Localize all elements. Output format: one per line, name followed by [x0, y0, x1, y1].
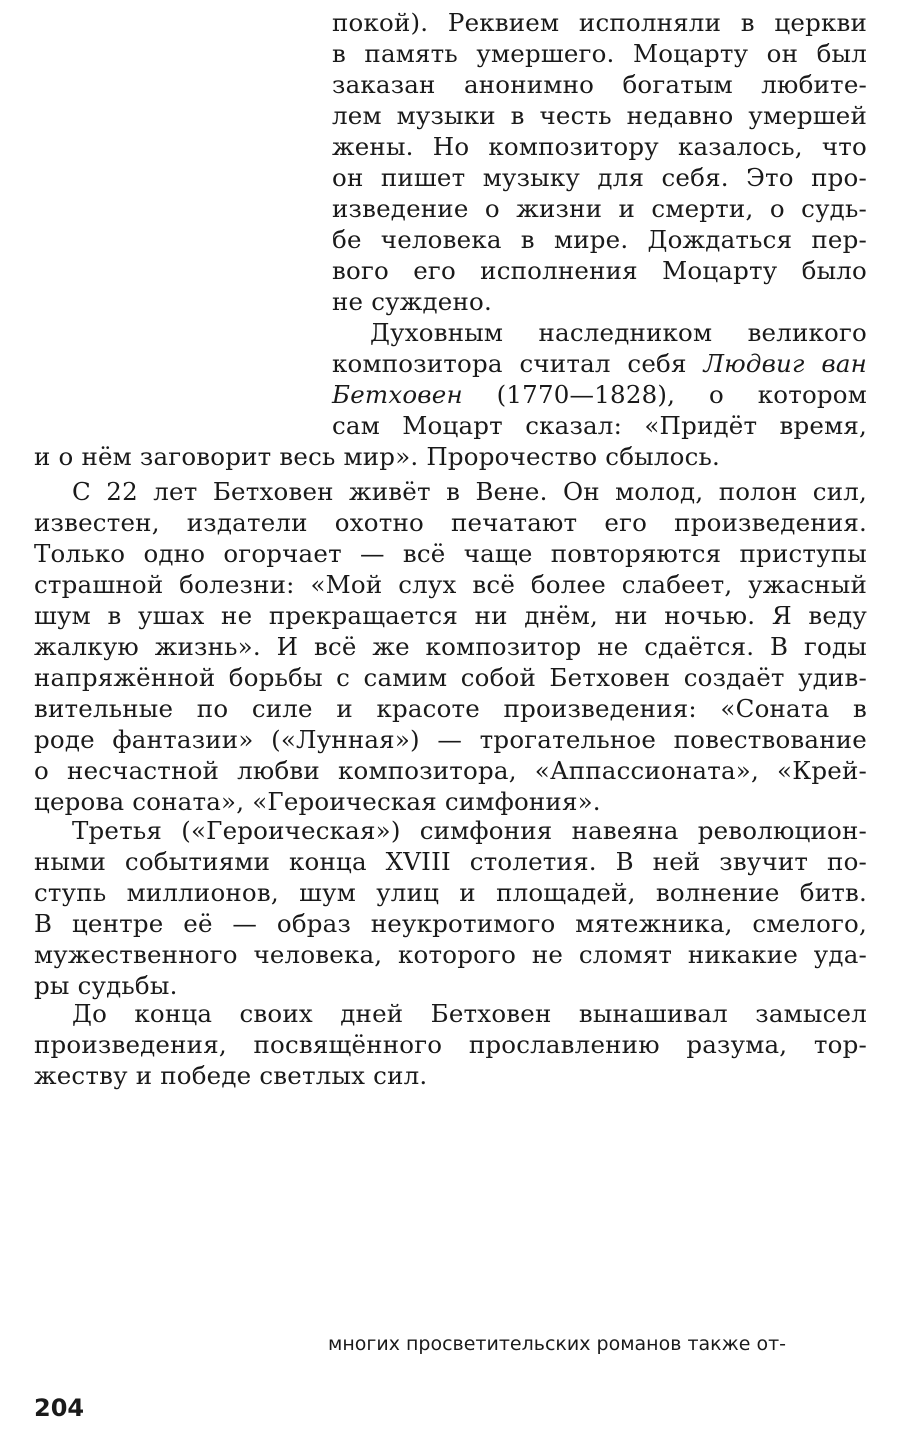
text-line: Третья («Героическая») симфония навеяна революцион- — [72, 816, 867, 845]
text-run: композитора считал себя — [332, 349, 687, 378]
composer-name: Бетховен — [332, 380, 463, 409]
text-line: произведения, посвящённого прославлению разума, тор- — [34, 1030, 867, 1059]
text-line: жеству и победе светлых сил. — [34, 1061, 428, 1090]
text-line: не суждено. — [332, 287, 492, 316]
text-line: жены. Но композитору казалось, что — [332, 132, 867, 161]
text-line: о несчастной любви композитора, «Аппассионата», «Крей- — [34, 756, 867, 785]
page-number: 204 — [34, 1394, 85, 1422]
text-line: церова соната», «Героическая симфония». — [34, 787, 601, 816]
text-line: Только одно огорчает — всё чаще повторяются приступы — [34, 539, 867, 568]
composer-name: Людвиг ван — [703, 349, 867, 378]
text-line: он пишет музыку для себя. Это про- — [332, 163, 867, 192]
text-line: С 22 лет Бетховен живёт в Вене. Он молод, полон сил, — [72, 477, 867, 506]
text-line: До конца своих дней Бетховен вынашивал замысел — [72, 999, 867, 1028]
text-line — [332, 348, 867, 379]
text-line: известен, издатели охотно печатают его произведения. — [34, 508, 867, 537]
text-line: в память умершего. Моцарту он был — [332, 39, 867, 68]
text-line: сам Моцарт сказал: «Придёт время, — [332, 411, 867, 440]
footnote-line: многих просветительских романов также от- — [328, 1333, 787, 1355]
text-line: страшной болезни: «Мой слух всё более слабеет, ужасный — [34, 570, 867, 599]
text-line: изведение о жизни и смерти, о судь- — [332, 194, 867, 223]
text-line: вого его исполнения Моцарту было — [332, 256, 867, 285]
text-line: мужественного человека, которого не сломят никакие уда- — [34, 940, 867, 969]
text-line — [332, 379, 867, 410]
text-line: вительные по силе и красоте произведения: «Соната в — [34, 694, 867, 723]
text-line: ступь миллионов, шум улиц и площадей, волнение битв. — [34, 878, 867, 907]
text-line: бе человека в мире. Дождаться пер- — [332, 225, 867, 254]
text-line: шум в ушах не прекращается ни днём, ни ночью. Я веду — [34, 601, 867, 630]
text-line: и о нём заговорит весь мир». Пророчество сбылось. — [34, 442, 721, 471]
text-line: заказан анонимно богатым любите- — [332, 70, 867, 99]
text-line: покой). Реквием исполняли в церкви — [332, 8, 867, 37]
text-line: ры судьбы. — [34, 971, 178, 1000]
text-line: ными событиями конца XVIII столетия. В ней звучит по- — [34, 847, 867, 876]
text-line: роде фантазии» («Лунная») — трогательное повествование — [34, 725, 867, 754]
text-line: жалкую жизнь». И всё же композитор не сдаётся. В годы — [34, 632, 867, 661]
text-line: Духовным наследником великого — [370, 318, 867, 347]
text-line: напряжённой борьбы с самим собой Бетховен создаёт удив- — [34, 663, 867, 692]
text-run: (1770—1828), о котором — [496, 380, 867, 409]
text-line: лем музыки в честь недавно умершей — [332, 101, 867, 130]
text-line: В центре её — образ неукротимого мятежника, смелого, — [34, 909, 867, 938]
